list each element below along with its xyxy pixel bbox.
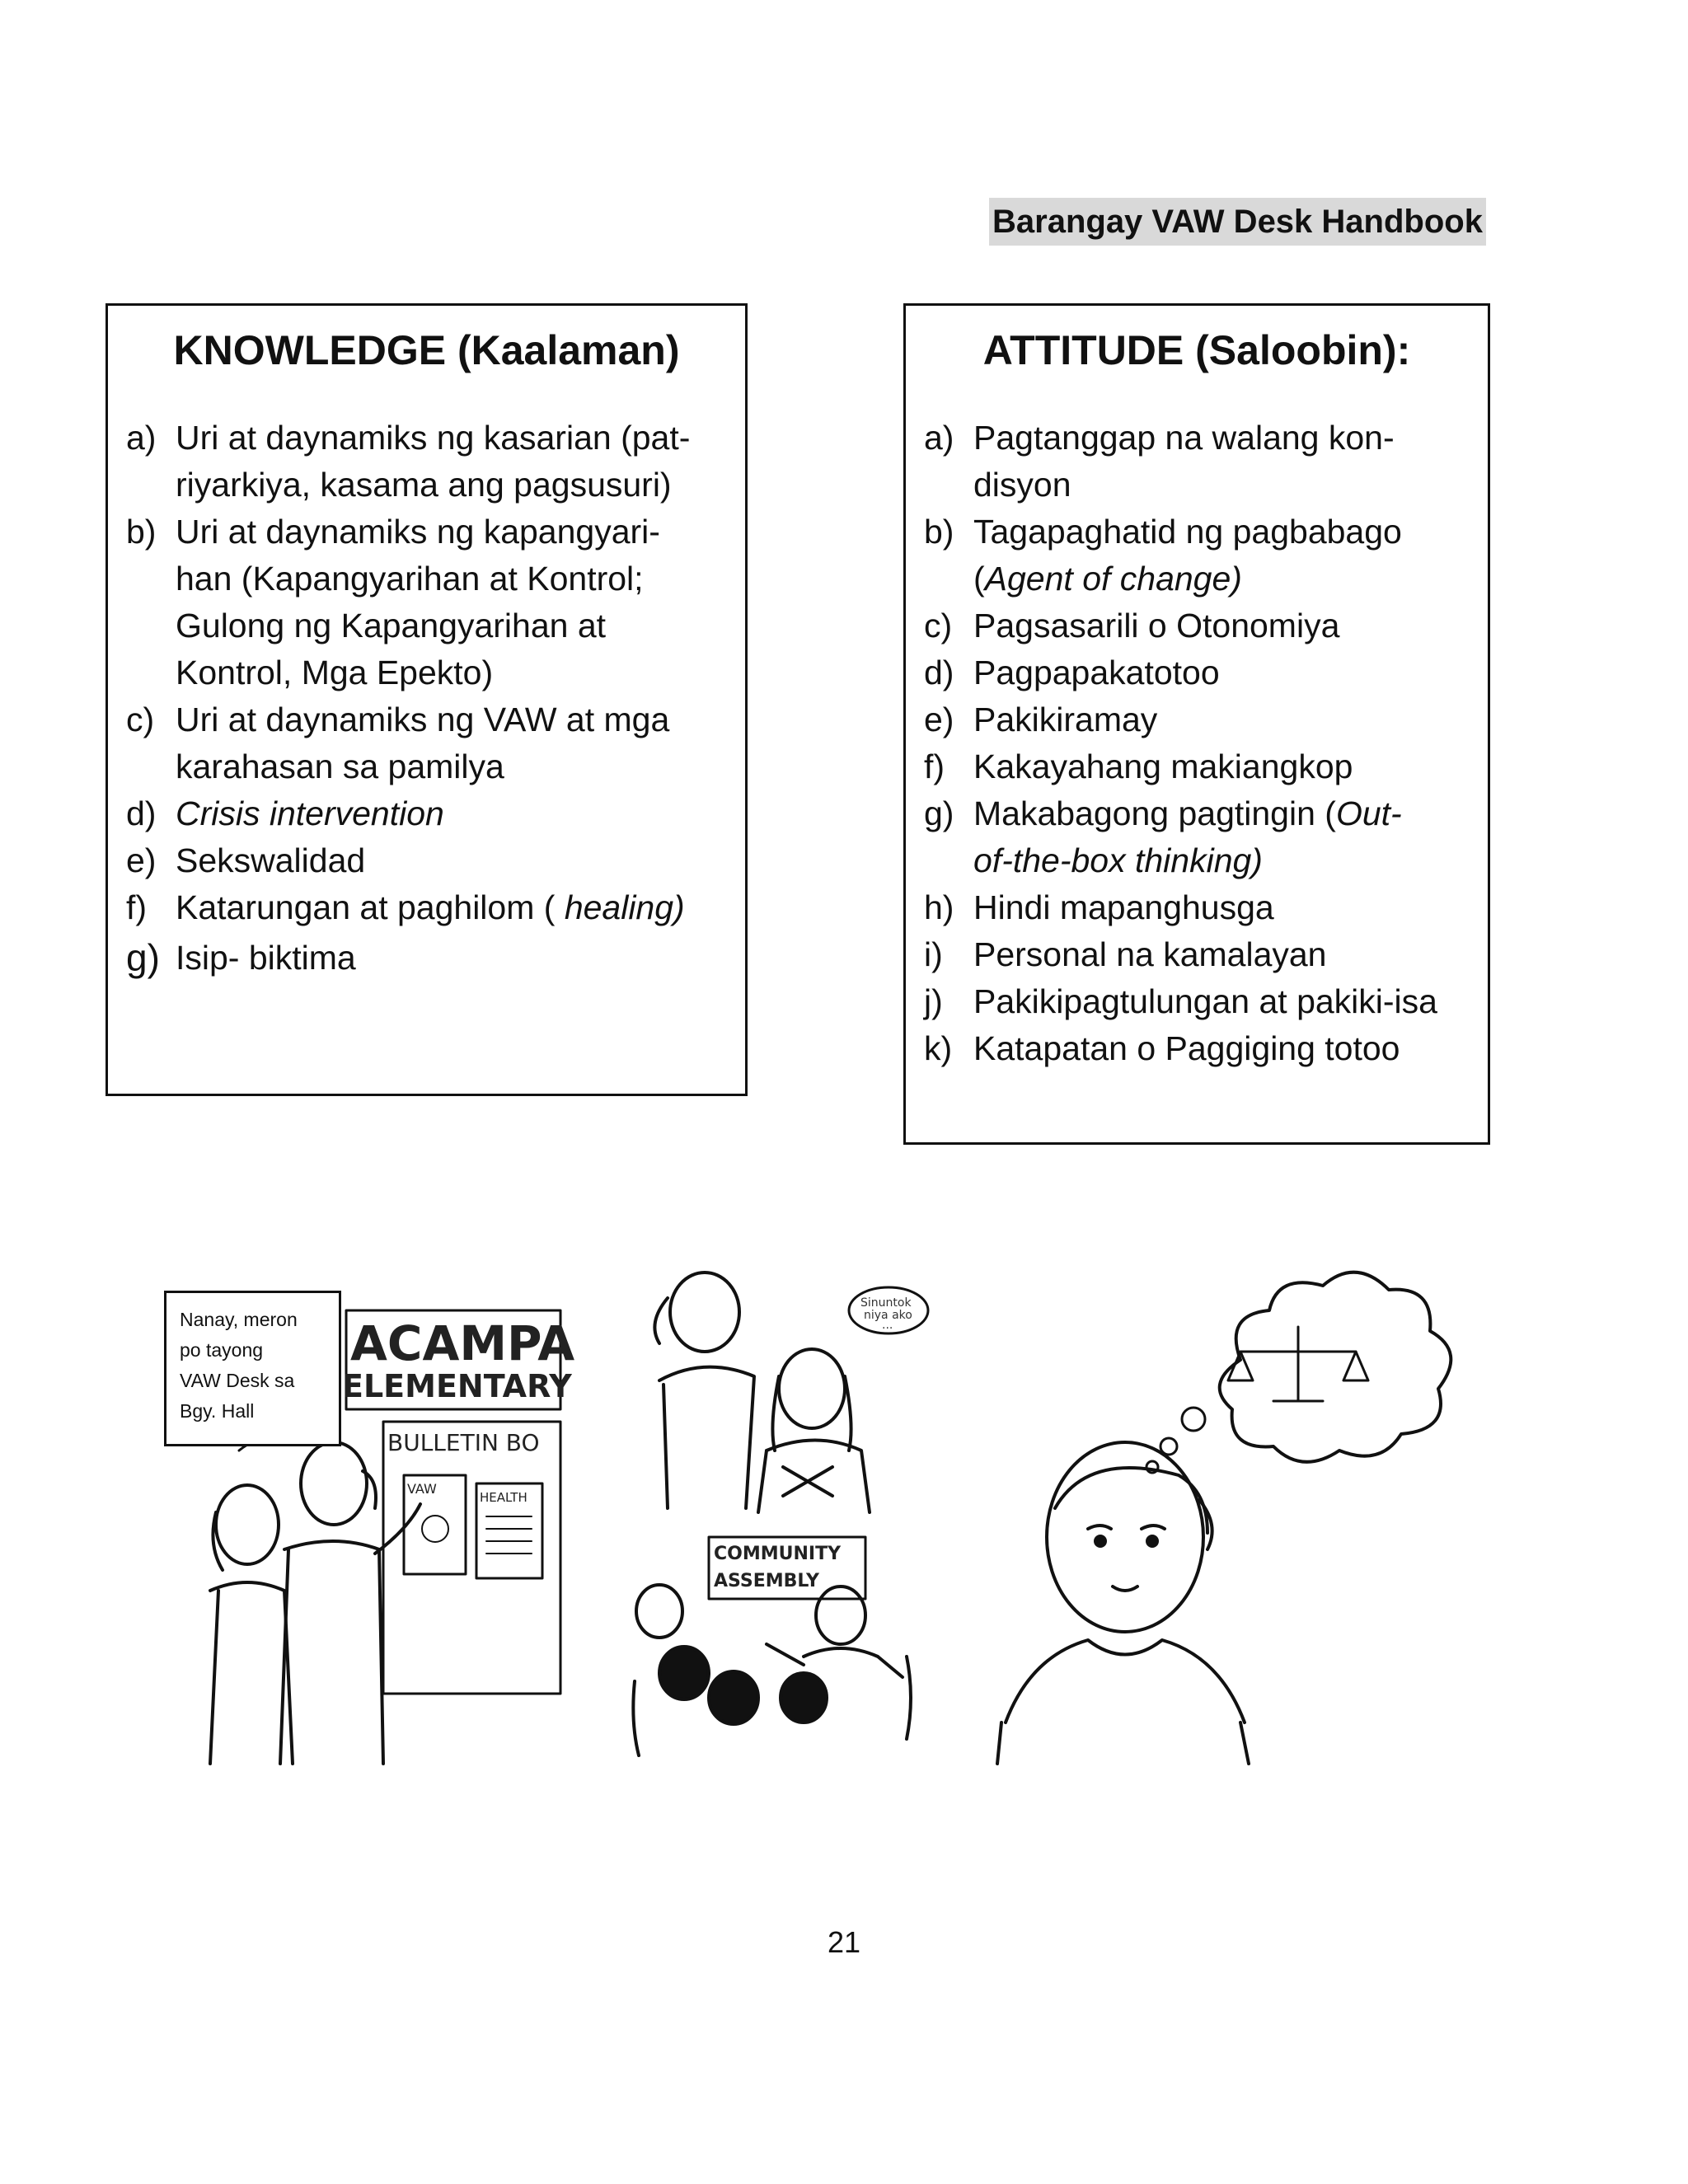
item-marker: a) [924,419,954,457]
speech-line: VAW Desk sa [180,1370,295,1391]
item-text: Kakayahang makiangkop [973,748,1353,785]
speech-line: Bgy. Hall [180,1400,255,1422]
item-marker: a) [126,419,157,457]
community-assembly-illustration [618,1516,930,1764]
item-text: Sekswalidad [176,841,366,879]
item-text: Tagapaghatid ng pagbabago [973,513,1402,551]
thinking-woman-illustration [940,1261,1451,1764]
item-marker: i) [924,935,943,973]
small-bubble-line3: ... [882,1319,893,1332]
item-text: riyarkiya, kasama ang pagsusuri) [176,466,672,504]
item-text: Pagtanggap na walang kon- [973,419,1395,457]
item-marker: g) [126,936,160,979]
school-sign-text: ACAMPA [350,1315,575,1371]
item-text: Gulong ng Kapangyarihan at [176,607,607,644]
item-marker: d) [126,794,157,832]
item-marker: b) [924,513,954,551]
item-marker: d) [924,654,954,691]
item-marker: f) [924,748,945,785]
item-text: Kontrol, Mga Epekto) [176,654,494,691]
item-marker: b) [126,513,157,551]
small-bubble-line2: niya ako [864,1309,912,1322]
item-marker: c) [126,701,155,738]
community-sign-line1: COMMUNITY [714,1544,842,1564]
poster-vaw-label: VAW [407,1481,437,1497]
page-number: 21 [827,1925,861,1959]
item-text: Uri at daynamiks ng kapangyari- [176,513,660,551]
item-text-italic: healing) [564,888,685,926]
knowledge-title: KNOWLEDGE (Kaalaman) [173,327,680,373]
item-text: karahasan sa pamilya [176,748,504,785]
item-marker: k) [924,1029,953,1067]
item-text: Pagpapakatotoo [973,654,1220,691]
item-text: Pakikiramay [973,701,1158,738]
item-text: Crisis intervention [176,794,444,832]
item-text: disyon [973,466,1071,504]
item-text-italic: Agent of change) [984,560,1242,598]
counseling-scene-illustration [635,1263,928,1512]
item-text: Katarungan at paghilom ( [176,888,565,926]
speech-box [164,1291,341,1446]
item-text: Katapatan o Paggiging totoo [973,1029,1400,1067]
item-marker: f) [126,888,148,926]
community-sign-line2: ASSEMBLY [714,1571,819,1591]
item-text: ( [973,560,985,598]
item-text: Makabagong pagtingin ( [973,794,1336,832]
item-text-italic: Out- [1335,794,1402,832]
item-text: Personal na kamalayan [973,935,1327,973]
item-text: Uri at daynamiks ng kasarian (pat- [176,419,691,457]
item-marker: h) [924,888,954,926]
item-text-italic: of-the-box thinking) [973,841,1263,879]
item-marker: e) [924,701,954,738]
item-text: Pakikipagtulungan at pakiki-isa [973,982,1437,1020]
attitude-title: ATTITUDE (Saloobin): [982,327,1411,373]
item-text: Isip- biktima [176,939,356,977]
item-text: han (Kapangyarihan at Kontrol; [176,560,644,598]
item-marker: e) [126,841,157,879]
item-marker: g) [924,794,954,832]
poster-health-label: HEALTH [480,1490,528,1505]
speech-line: po tayong [180,1339,264,1361]
item-marker: c) [924,607,953,644]
small-bubble-line1: Sinuntok [860,1296,912,1310]
speech-line: Nanay, meron [180,1309,298,1330]
item-text: Uri at daynamiks ng VAW at mga [176,701,670,738]
running-header: Barangay VAW Desk Handbook [989,198,1486,246]
item-text: Pagsasarili o Otonomiya [973,607,1340,644]
bulletin-label: BULLETIN BO [387,1429,540,1456]
item-marker: j) [924,982,943,1020]
item-text: Hindi mapanghusga [973,888,1274,926]
school-sign-subtext: ELEMENTARY [342,1368,572,1404]
